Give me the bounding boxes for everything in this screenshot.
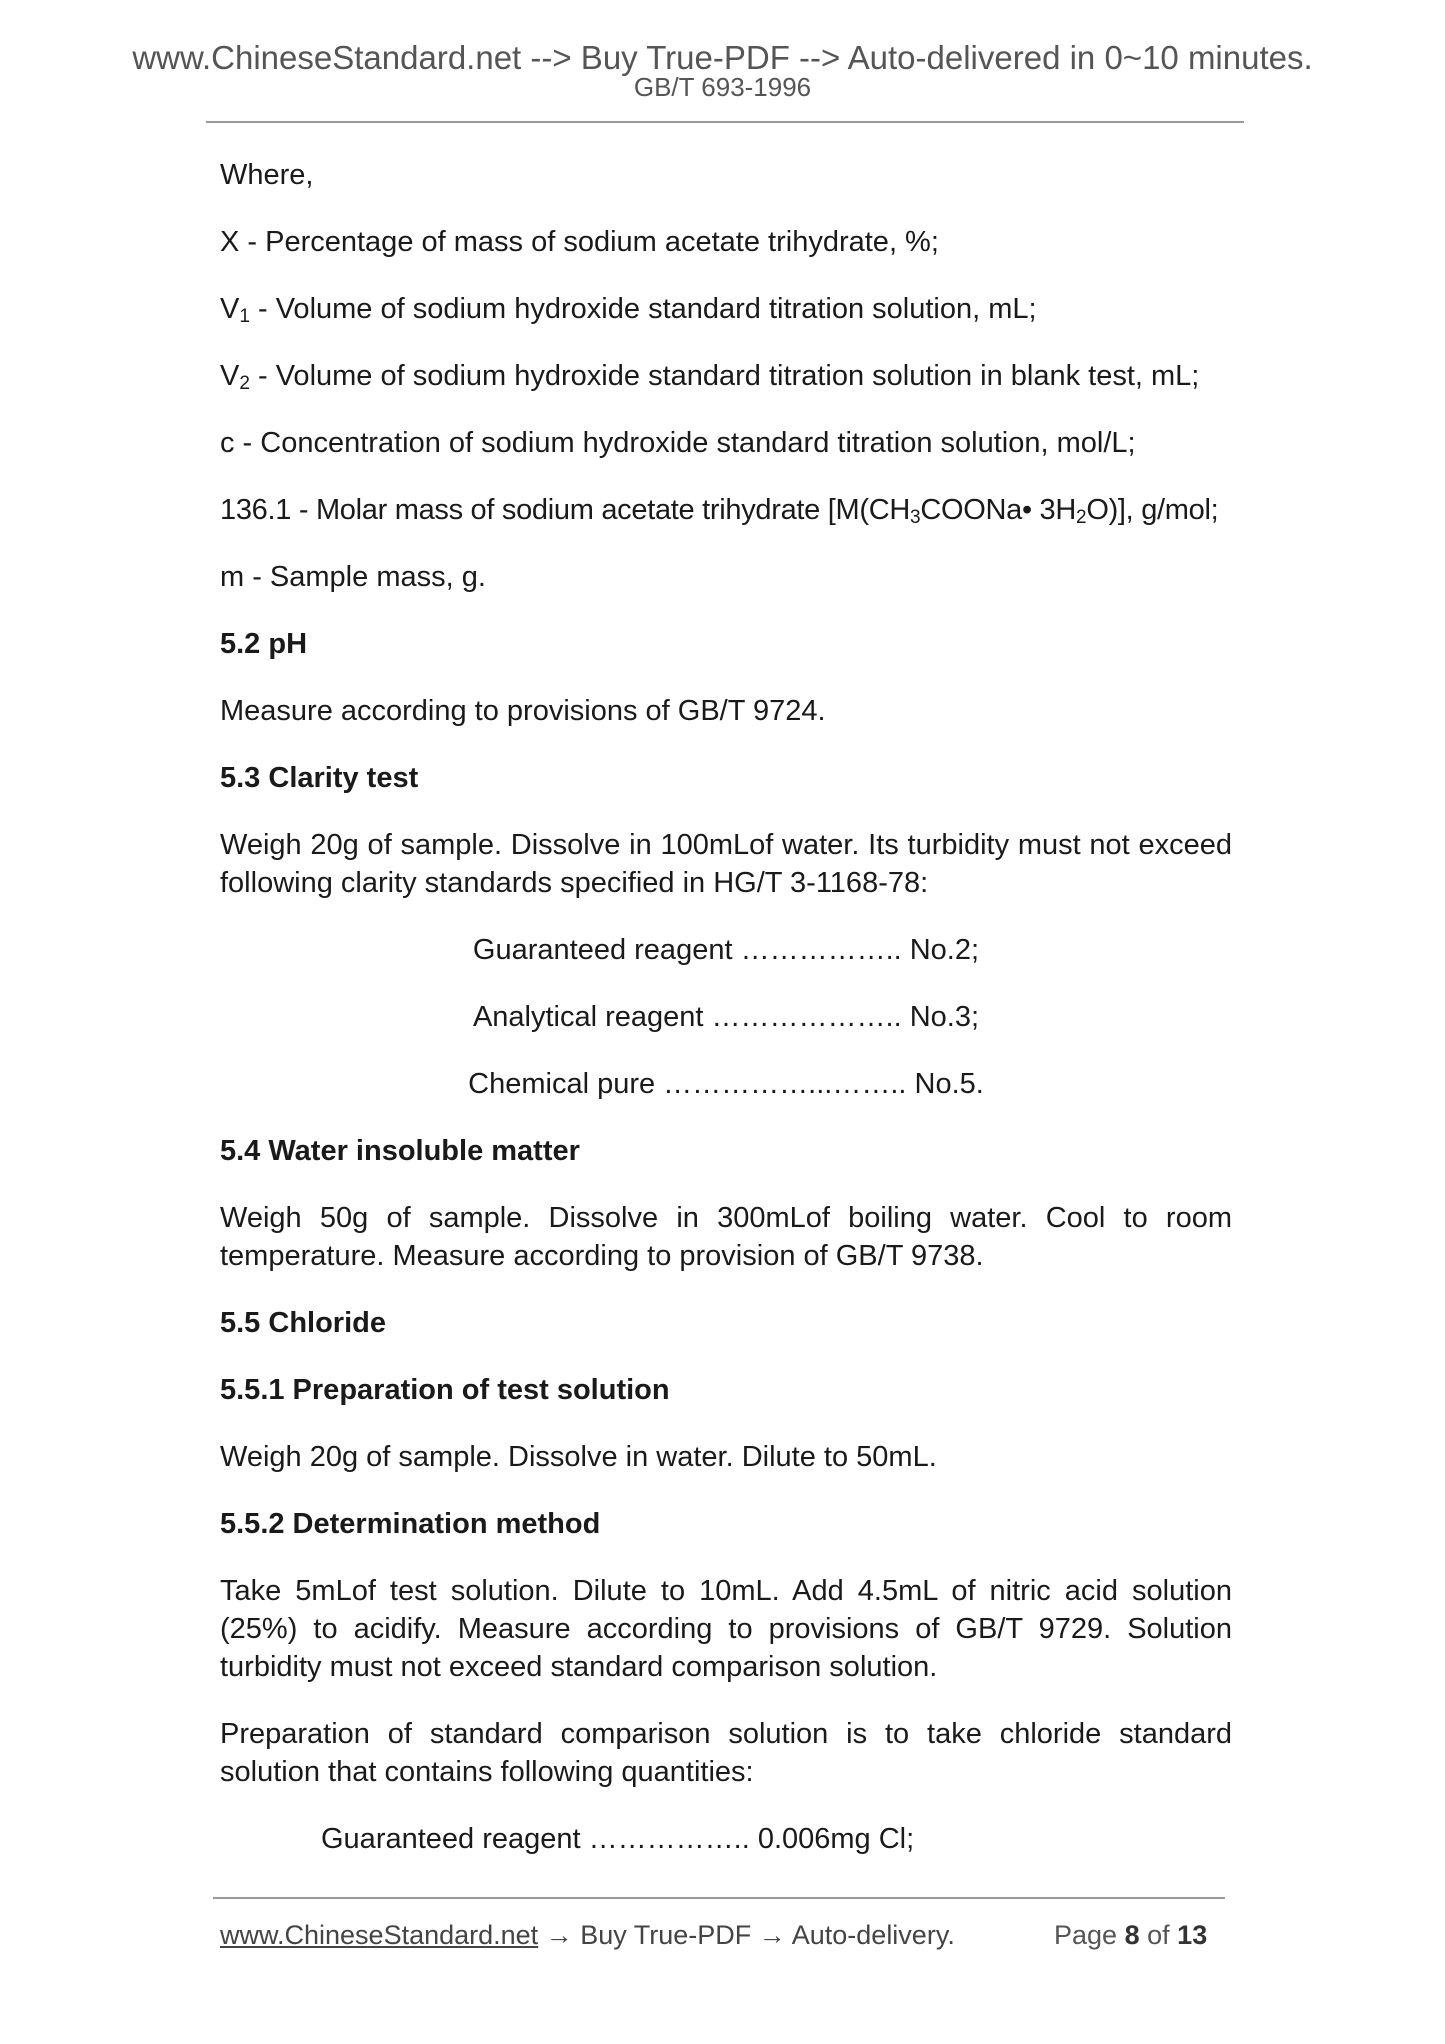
banner-header[interactable]: www.ChineseStandard.net --> Buy True-PDF --> Auto-delivered in 0~10 minutes. <box>132 39 1313 76</box>
section-5-2-heading: 5.2 pH <box>220 628 308 660</box>
grade-guaranteed-reagent-chloride: Guaranteed reagent …………….. 0.006mg Cl; <box>321 1823 915 1855</box>
definition-x: X - Percentage of mass of sodium acetate trihydrate, %; <box>220 226 939 258</box>
header-divider <box>206 121 1244 123</box>
footer-text: → Buy True-PDF → Auto-delivery. <box>538 1920 955 1950</box>
grade-guaranteed-reagent: Guaranteed reagent …………….. No.2; <box>472 934 980 966</box>
grade-analytical-reagent: Analytical reagent ……………….. No.3; <box>472 1001 980 1033</box>
section-5-4-text: Weigh 50g of sample. Dissolve in 300mLof boiling water. Cool to room temperature. Measure according to provision of GB/T 9738. <box>220 1202 1232 1272</box>
where-label: Where, <box>220 159 314 191</box>
page-number: Page 8 of 13 <box>1054 1920 1208 1950</box>
definition-c: c - Concentration of sodium hydroxide standard titration solution, mol/L; <box>220 427 1136 459</box>
footer-link <box>220 1920 955 1951</box>
document-code: GB/T 693-1996 <box>633 72 812 102</box>
definition-v2: $V_2$ - Volume of sodium hydroxide standard titration solution in blank test, mL; <box>220 360 1200 394</box>
section-5-4-heading: 5.4 Water insoluble matter <box>220 1135 580 1167</box>
footer-site-link[interactable]: www.ChineseStandard.net <box>220 1920 539 1950</box>
section-5-2-text: Measure according to provisions of GB/T 9724. <box>220 695 826 727</box>
section-5-3-heading: 5.3 Clarity test <box>220 762 419 794</box>
grade-chemical-pure: Chemical pure ……………...…….. No.5. <box>468 1068 984 1100</box>
section-5-5-1-heading: 5.5.1 Preparation of test solution <box>220 1374 670 1406</box>
definition-m: m - Sample mass, g. <box>220 561 486 593</box>
section-5-5-2-text-2: Preparation of standard comparison solution is to take chloride standard solution that contains following quantities: <box>220 1718 1232 1788</box>
definition-molar-mass: 136.1 - Molar mass of sodium acetate trihydrate [$M(CH_3COONa•$ $3H_2O$)], g/mol; <box>220 494 1219 528</box>
section-5-5-2-text: Take 5mLof test solution. Dilute to 10mL. Add 4.5mL of nitric acid solution (25%) to acidify. Measure according to provisions of GB/T 9729. Solution turbidity must not exceed standard comparison solution. <box>220 1575 1232 1683</box>
definition-v1: $V_1$ - Volume of sodium hydroxide standard titration solution, mL; <box>220 293 1037 327</box>
section-5-3-text: Weigh 20g of sample. Dissolve in 100mLof water. Its turbidity must not exceed following clarity standards specified in HG/T 3-1168-78: <box>220 829 1232 899</box>
section-5-5-heading: 5.5 Chloride <box>220 1307 386 1339</box>
section-5-5-2-heading: 5.5.2 Determination method <box>220 1508 601 1540</box>
footer-divider <box>213 1897 1225 1899</box>
section-5-5-1-text: Weigh 20g of sample. Dissolve in water. Dilute to 50mL. <box>220 1441 937 1473</box>
